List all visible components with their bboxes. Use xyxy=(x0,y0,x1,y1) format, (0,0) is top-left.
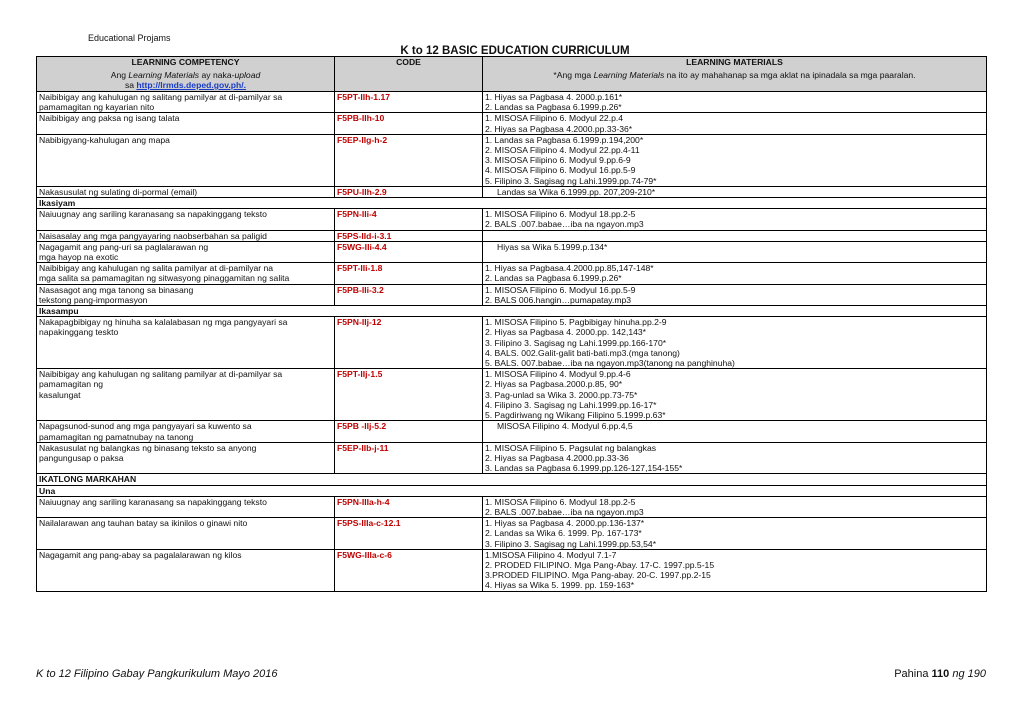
section-label: Ikasiyam xyxy=(37,198,987,209)
material-item: 4. BALS. 002.Galit-galit bati-bati.mp3.(mga tanong) xyxy=(485,347,680,358)
material-item: 1. MISOSA Filipino 6. Modyul 22.p.4 xyxy=(485,113,624,124)
competency-text: Naibibigay ang paksa ng isang talata xyxy=(39,113,180,124)
material-item: 5. Filipino 3. Sagisag ng Lahi.1999.pp.74-79* xyxy=(485,175,657,186)
competency-cell xyxy=(37,241,335,262)
materials-cell xyxy=(483,549,987,591)
material-item: 1. Hiyas sa Pagbasa 4. 2000.pp.136-137* xyxy=(485,518,645,529)
table-row xyxy=(37,186,987,197)
header-materials xyxy=(483,57,987,92)
material-item: 2. BALS .007.babae…iba na ngayon.mp3 xyxy=(485,506,644,517)
header-code: CODE xyxy=(335,57,483,92)
materials-cell xyxy=(483,263,987,284)
materials-cell xyxy=(483,369,987,421)
material-item: 1. MISOSA Filipino 5. Pagbibigay hinuha.pp.2-9 xyxy=(485,317,667,328)
competency-text: pamamagitan ng kayarian nito xyxy=(39,102,155,113)
competency-text: Nagagamit ang pang-uri sa paglalarawan ng xyxy=(39,241,209,252)
table-row xyxy=(37,518,987,550)
competency-cell xyxy=(37,113,335,134)
material-item: 1. MISOSA Filipino 6. Modyul 18.pp.2-5 xyxy=(485,496,636,507)
competency-text: pamamagitan ng pamatnubay na tanong xyxy=(39,431,194,442)
table-row xyxy=(37,421,987,442)
competency-text: mga salita sa pamamagitan ng sitwasyong pinaggamitan ng salita xyxy=(39,273,290,284)
material-item: 2. BALS .007.babae…iba na ngayon.mp3 xyxy=(485,219,644,230)
material-item: 2. Landas sa Pagbasa 6.1999.p.26* xyxy=(485,102,622,113)
material-item: 2. MISOSA Filipino 4. Modyul 22.pp.4-11 xyxy=(485,145,640,156)
table-row xyxy=(37,230,987,241)
table-row xyxy=(37,134,987,186)
material-item: 4. Hiyas sa Wika 5. 1999. pp. 159-163* xyxy=(485,580,635,591)
table-row xyxy=(37,442,987,474)
code-cell: F5PB-IIi-3.2 xyxy=(335,284,483,305)
code-cell: F5PT-IIh-1.17 xyxy=(335,92,483,113)
material-item: 3. Filipino 3. Sagisag ng Lahi.1999.pp.166-170* xyxy=(485,337,667,348)
code-cell: F5EP-IIg-h-2 xyxy=(335,134,483,186)
code-cell: F5PB-IIh-10 xyxy=(335,113,483,134)
material-item: 2. BALS 006.hangin…pumapatay.mp3 xyxy=(485,294,632,305)
material-item: 1.MISOSA Filipino 4. Modyul 7.1-7 xyxy=(485,549,617,560)
materials-cell xyxy=(483,518,987,550)
table-row xyxy=(37,92,987,113)
competency-text: Naiuugnay ang sariling karanasang sa napakinggang teksto xyxy=(39,496,267,507)
section-label: IKATLONG MARKAHAN xyxy=(37,474,987,485)
code-cell: F5PB -IIj-5.2 xyxy=(335,421,483,442)
material-item: 5. BALS. 007.babae…iba na ngayon.mp3(tanong na panghinuha) xyxy=(485,358,735,369)
material-item: 2. Landas sa Wika 6. 1999. Pp. 167-173* xyxy=(485,528,642,539)
materials-cell xyxy=(483,421,987,442)
materials-cell xyxy=(483,186,987,197)
table-row xyxy=(37,241,987,262)
material-item: 2. PRODED FILIPINO. Mga Pang-Abay. 17-C. 1997.pp.5-15 xyxy=(485,559,715,570)
code-cell: F5PU-IIh-2.9 xyxy=(335,186,483,197)
competency-text: mga hayop na exotic xyxy=(39,252,119,263)
material-item: 3. Filipino 3. Sagisag ng Lahi.1999.pp.53,54* xyxy=(485,538,657,549)
material-item: MISOSA Filipino 4. Modyul 6.pp.4,5 xyxy=(497,421,633,432)
competency-cell xyxy=(37,317,335,369)
material-item: 2. Hiyas sa Pagbasa 4. 2000.pp. 142,143* xyxy=(485,327,647,338)
competency-cell xyxy=(37,186,335,197)
competency-cell xyxy=(37,263,335,284)
competency-text: Naibibigay ang kahulugan ng salita pamilyar at di-pamilyar na xyxy=(39,263,274,274)
materials-cell xyxy=(483,209,987,230)
brand-label: Educational Projams xyxy=(88,33,171,43)
table-row xyxy=(37,496,987,517)
competency-text: tekstong pang-impormasyon xyxy=(39,294,148,305)
competency-text: Nasasagot ang mga tanong sa binasang xyxy=(39,284,194,295)
curriculum-table xyxy=(36,56,987,592)
table-body xyxy=(37,92,987,592)
table-row xyxy=(37,113,987,134)
material-item: 4. MISOSA Filipino 6. Modyul 16.pp.5-9 xyxy=(485,165,636,176)
competency-cell xyxy=(37,284,335,305)
materials-cell xyxy=(483,230,987,241)
materials-cell xyxy=(483,496,987,517)
code-cell: F5PS-IIIa-c-12.1 xyxy=(335,518,483,550)
header-materials-note: *Ang mga Learning Materials na ito ay mahahanap sa mga aklat na ipinadala sa mga paaralan. xyxy=(553,70,916,80)
material-item: Landas sa Wika 6.1999.pp. 207,209-210* xyxy=(497,186,656,197)
header-competency-title: LEARNING COMPETENCY xyxy=(131,57,240,67)
table-row xyxy=(37,549,987,591)
code-cell: F5PT-IIj-1.5 xyxy=(335,369,483,421)
material-item: 3. Pag-unlad sa Wika 3. 2000.pp.73-75* xyxy=(485,389,638,400)
competency-text: Naibibigay ang kahulugan ng salitang pamilyar at di-pamilyar sa xyxy=(39,369,283,380)
competency-text: napakinggang teskto xyxy=(39,327,119,338)
section-label: Una xyxy=(37,485,987,496)
code-cell: F5PS-IId-i-3.1 xyxy=(335,230,483,241)
competency-text: Napagsunod-sunod ang mga pangyayari sa kuwento sa xyxy=(39,421,252,432)
materials-cell xyxy=(483,92,987,113)
competency-text: Naibibigay ang kahulugan ng salitang pamilyar at di-pamilyar sa xyxy=(39,92,283,102)
header-competency xyxy=(37,57,335,92)
competency-text: Nagagamit ang pang-abay sa pagalalarawan ng kilos xyxy=(39,549,242,560)
table-row xyxy=(37,263,987,284)
header-competency-note-link: sa http://lrmds.deped.gov.ph/. xyxy=(124,80,247,90)
lrmds-link[interactable]: http://lrmds.deped.gov.ph/. xyxy=(136,80,247,90)
competency-cell xyxy=(37,369,335,421)
material-item: 1. MISOSA Filipino 6. Modyul 18.pp.2-5 xyxy=(485,209,636,220)
materials-cell xyxy=(483,317,987,369)
material-item: 2. Landas sa Pagbasa 6.1999.p.26* xyxy=(485,273,622,284)
competency-text: kasalungat xyxy=(39,389,81,400)
document-title: K to 12 BASIC EDUCATION CURRICULUM xyxy=(400,45,630,57)
material-item: 4. Filipino 3. Sagisag ng Lahi.1999.pp.16-17* xyxy=(485,399,657,410)
material-item: 1. Hiyas sa Pagbasa.4.2000.pp.85,147-148* xyxy=(485,263,654,274)
table-row xyxy=(37,369,987,421)
material-item: 1. MISOSA Filipino 4. Modyul 9.pp.4-6 xyxy=(485,369,631,380)
table-row xyxy=(37,317,987,369)
competency-text: pamamagitan ng xyxy=(39,379,104,390)
material-item: 3.PRODED FILIPINO. Mga Pang-abay. 20-C. 1997.pp.2-15 xyxy=(485,570,711,581)
materials-cell xyxy=(483,241,987,262)
competency-cell xyxy=(37,92,335,113)
competency-cell xyxy=(37,209,335,230)
materials-cell xyxy=(483,284,987,305)
material-item: 5. Pagdiriwang ng Wikang Filipino 5.1999.p.63* xyxy=(485,410,666,421)
header-materials-title: LEARNING MATERIALS xyxy=(686,57,783,67)
materials-cell xyxy=(483,134,987,186)
material-item: Hiyas sa Wika 5.1999.p.134* xyxy=(497,241,608,252)
material-item xyxy=(485,231,984,241)
code-cell: F5PN-IIIa-h-4 xyxy=(335,496,483,517)
competency-text: Nakapagbibigay ng hinuha sa kalalabasan ng mga pangyayari sa xyxy=(39,317,288,328)
section-label: Ikasampu xyxy=(37,306,987,317)
competency-cell xyxy=(37,518,335,550)
competency-text: Naisasalay ang mga pangyayaring naobserbahan sa paligid xyxy=(39,230,267,241)
material-item: 3. MISOSA Filipino 6. Modyul 9.pp.6-9 xyxy=(485,155,631,166)
footer-document-name: K to 12 Filipino Gabay Pangkurikulum Mayo 2016 xyxy=(36,668,278,680)
code-cell: F5WG-IIIa-c-6 xyxy=(335,549,483,591)
code-cell: F5EP-IIb-j-11 xyxy=(335,442,483,474)
footer-page-number: Pahina 110 ng 190 xyxy=(894,668,986,680)
section-row xyxy=(37,474,987,485)
competency-text: pangungusap o paksa xyxy=(39,452,124,463)
competency-text: Nabibigyang-kahulugan ang mapa xyxy=(39,134,170,145)
section-row xyxy=(37,306,987,317)
table-row xyxy=(37,284,987,305)
competency-cell xyxy=(37,496,335,517)
competency-text: Naiuugnay ang sariling karanasang sa napakinggang teksto xyxy=(39,209,267,220)
material-item: 1. Hiyas sa Pagbasa 4. 2000.p.161* xyxy=(485,92,623,102)
code-cell: F5PT-IIi-1.8 xyxy=(335,263,483,284)
code-cell: F5PN-IIj-12 xyxy=(335,317,483,369)
competency-cell xyxy=(37,421,335,442)
competency-text: Nakasusulat ng balangkas ng binasang teksto sa anyong xyxy=(39,442,257,453)
competency-cell xyxy=(37,549,335,591)
table-header-row xyxy=(37,57,987,92)
competency-cell xyxy=(37,442,335,474)
material-item: 1. Landas sa Pagbasa 6.1999.p.194,200* xyxy=(485,134,644,145)
material-item: 3. Landas sa Pagbasa 6.1999.pp.126-127,154-155* xyxy=(485,463,683,474)
table-row xyxy=(37,209,987,230)
material-item: 1. MISOSA Filipino 5. Pagsulat ng balangkas xyxy=(485,442,657,453)
material-item: 2. Hiyas sa Pagbasa.2000.p.85, 90* xyxy=(485,379,623,390)
competency-cell xyxy=(37,134,335,186)
materials-cell xyxy=(483,442,987,474)
competency-cell xyxy=(37,230,335,241)
materials-cell xyxy=(483,113,987,134)
material-item: 2. Hiyas sa Pagbasa 4.2000.pp.33-36 xyxy=(485,452,629,463)
material-item: 2. Hiyas sa Pagbasa 4.2000.pp.33-36* xyxy=(485,123,633,134)
code-cell: F5PN-IIi-4 xyxy=(335,209,483,230)
header-competency-note: Ang Learning Materials ay naka-upload xyxy=(110,70,261,80)
section-row xyxy=(37,485,987,496)
competency-text: Nailalarawan ang tauhan batay sa ikinilos o ginawi nito xyxy=(39,518,248,529)
material-item: 1. MISOSA Filipino 6. Modyul 16.pp.5-9 xyxy=(485,284,636,295)
section-row xyxy=(37,198,987,209)
code-cell: F5WG-IIi-4.4 xyxy=(335,241,483,262)
competency-text: Nakasusulat ng sulating di-pormal (email) xyxy=(39,186,198,197)
